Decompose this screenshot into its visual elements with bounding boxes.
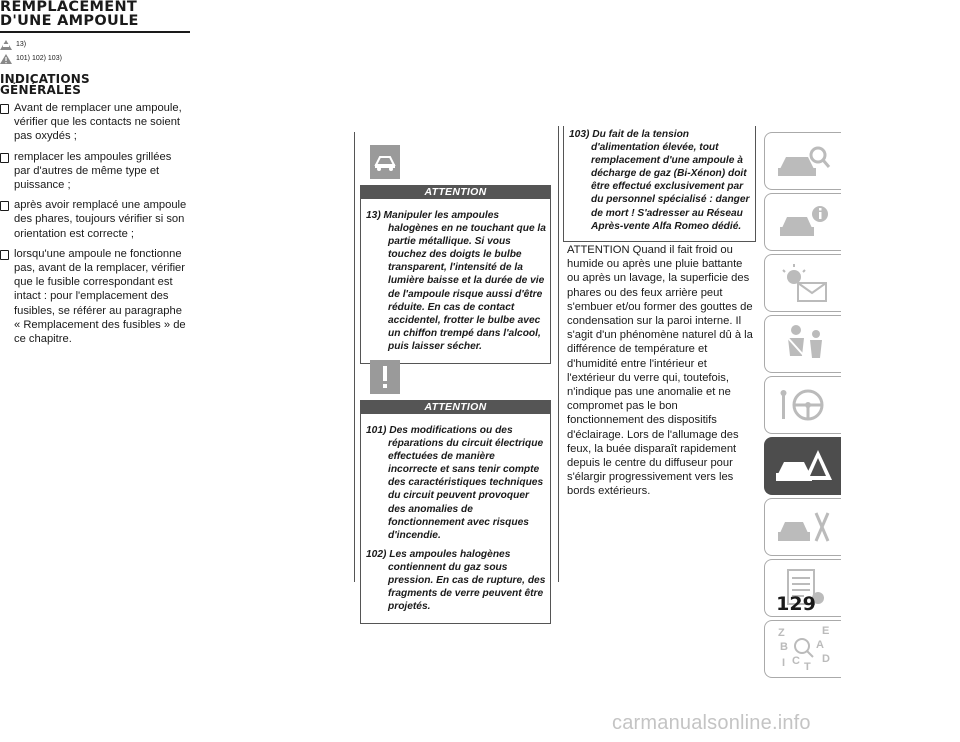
index-letter: Z [778, 627, 785, 639]
list-item-text: remplacer les ampoules grillées par d'autres de même type et puissance ; [14, 150, 172, 192]
subsection-title [0, 74, 190, 96]
list-item [0, 247, 190, 346]
warning-item: 102) Les ampoules halogènes contiennent du gaz sous pression. En cas de rupture, des fragments de verre peuvent être projetés. [366, 548, 546, 613]
general-instructions-list [0, 101, 190, 346]
reference-numbers: 13) [16, 41, 27, 48]
tab-emergency[interactable] [764, 437, 841, 495]
bullet-box-icon [0, 250, 9, 260]
list-item-text: Avant de remplacer une ampoule, vérifier que les contacts ne soient pas oxydés ; [14, 102, 182, 143]
warning-reference-1 [0, 39, 190, 50]
warning-triangle-icon [0, 54, 12, 64]
seatbelt-person-icon [774, 322, 832, 366]
bulb-warning-icon [370, 145, 400, 179]
warning-item: 13) Manipuler les ampoules halogènes en ne touchant que la partie métallique. Si vous touchez des doigts le bulbe transparent, l'intensité de la lumière baisse et la durée de vie de l'ampoule risque aussi d'être réduite. En cas de contact accidentel, frotter le bulbe avec un chiffon trempé dans l'alcool, puis laisser sécher. [366, 210, 546, 352]
watermark: carmanualsonline.info [612, 712, 811, 734]
section-title-line1: REMPLACEMENT [0, 0, 138, 15]
car-search-icon [774, 139, 832, 183]
subsection-title-line2: GÉNÉRALES [0, 83, 82, 97]
tab-driving[interactable] [764, 376, 841, 434]
car-breakdown-warning-icon [774, 444, 832, 488]
exclamation-warning-icon [370, 360, 400, 394]
warning-reference-2 [0, 53, 190, 64]
tab-info[interactable] [764, 193, 841, 251]
tab-safety[interactable] [764, 315, 841, 373]
list-item [0, 101, 190, 144]
index-letter: E [822, 625, 830, 637]
column-divider [354, 132, 355, 582]
steering-wheel-icon [774, 383, 832, 427]
column-divider [558, 126, 559, 582]
index-letter: D [822, 653, 830, 665]
index-letter: I [782, 657, 786, 669]
bulb-warning-icon [0, 40, 12, 50]
list-item-text: lorsqu'une ampoule ne fonctionne pas, avant de la remplacer, vérifier que le fusible correspondant est intact : pour l'emplacement des fusibles, se référer au paragraphe « Remplacement des fusibles » de ce chapitre. [14, 247, 186, 346]
warning-content [360, 199, 551, 364]
index-letter: T [804, 661, 811, 673]
alphabetical-index-icon [774, 624, 832, 674]
page-number: 129 [776, 593, 816, 615]
list-item [0, 150, 190, 193]
tab-warning-lights[interactable] [764, 254, 841, 312]
condensation-note: ATTENTION Quand il fait froid ou humide ou après une pluie battante ou après un lavage, la superficie des phares ou des feux arrière peut s'embuer et/ou former des gouttes de condensation sur la paroi interne. Il s'agit d'un phénomène naturel dû à la différence de température et d'humidité entre l'intérieur et l'extérieur du verre qui, toutefois, n'indique pas une anomalie et ne compromet pas le bon fonctionnement des dispositifs d'éclairage. Lors de l'allumage des feux, la buée disparaît rapidement depuis le centre du diffuseur pour s'élargir progressivement vers les bords extérieurs. [567, 244, 753, 498]
index-letter: C [792, 655, 800, 667]
list-item-text: après avoir remplacé une ampoule des phares, toujours vérifier si son orientation est correcte ; [14, 199, 187, 240]
section-title [0, 0, 190, 28]
warning-content [360, 414, 551, 624]
reference-numbers: 101) 102) 103) [16, 55, 62, 62]
bullet-box-icon [0, 153, 9, 163]
warning-box-1 [360, 145, 551, 364]
bullet-box-icon [0, 201, 9, 211]
warning-heading: ATTENTION [360, 400, 551, 414]
warning-heading: ATTENTION [360, 185, 551, 199]
section-title-line2: D'UNE AMPOULE [0, 13, 139, 29]
warning-box-2 [360, 360, 551, 624]
warning-item: 103) Du fait de la tension d'alimentation élevée, tout remplacement d'une ampoule à décharge de gaz (Bi-Xénon) doit être effectué exclusivement par du personnel spécialisé : danger de mort ! S'adresser au Réseau Après-vente Alfa Romeo dédié. [569, 129, 750, 232]
tab-index[interactable] [764, 620, 841, 678]
warning-lights-envelope-icon [774, 261, 832, 305]
warning-item: 101) Des modifications ou des réparations du circuit électrique effectuées de manière incorrecte et sans tenir compte des caractéristiques techniques du circuit peuvent provoquer des anomalies de fonctionnement avec risques d'incendie. [366, 425, 544, 541]
tab-vehicle-knowledge[interactable] [764, 132, 841, 190]
index-letter: A [816, 639, 824, 651]
index-letter: B [780, 641, 788, 653]
tab-maintenance[interactable] [764, 498, 841, 556]
car-tools-icon [774, 505, 832, 549]
left-column [0, 0, 190, 346]
car-info-icon [774, 200, 832, 244]
subsection-title-line1: INDICATIONS [0, 72, 90, 86]
warning-continuation-box [563, 126, 756, 242]
list-item [0, 198, 190, 241]
bullet-box-icon [0, 104, 9, 114]
title-underline [0, 31, 190, 33]
